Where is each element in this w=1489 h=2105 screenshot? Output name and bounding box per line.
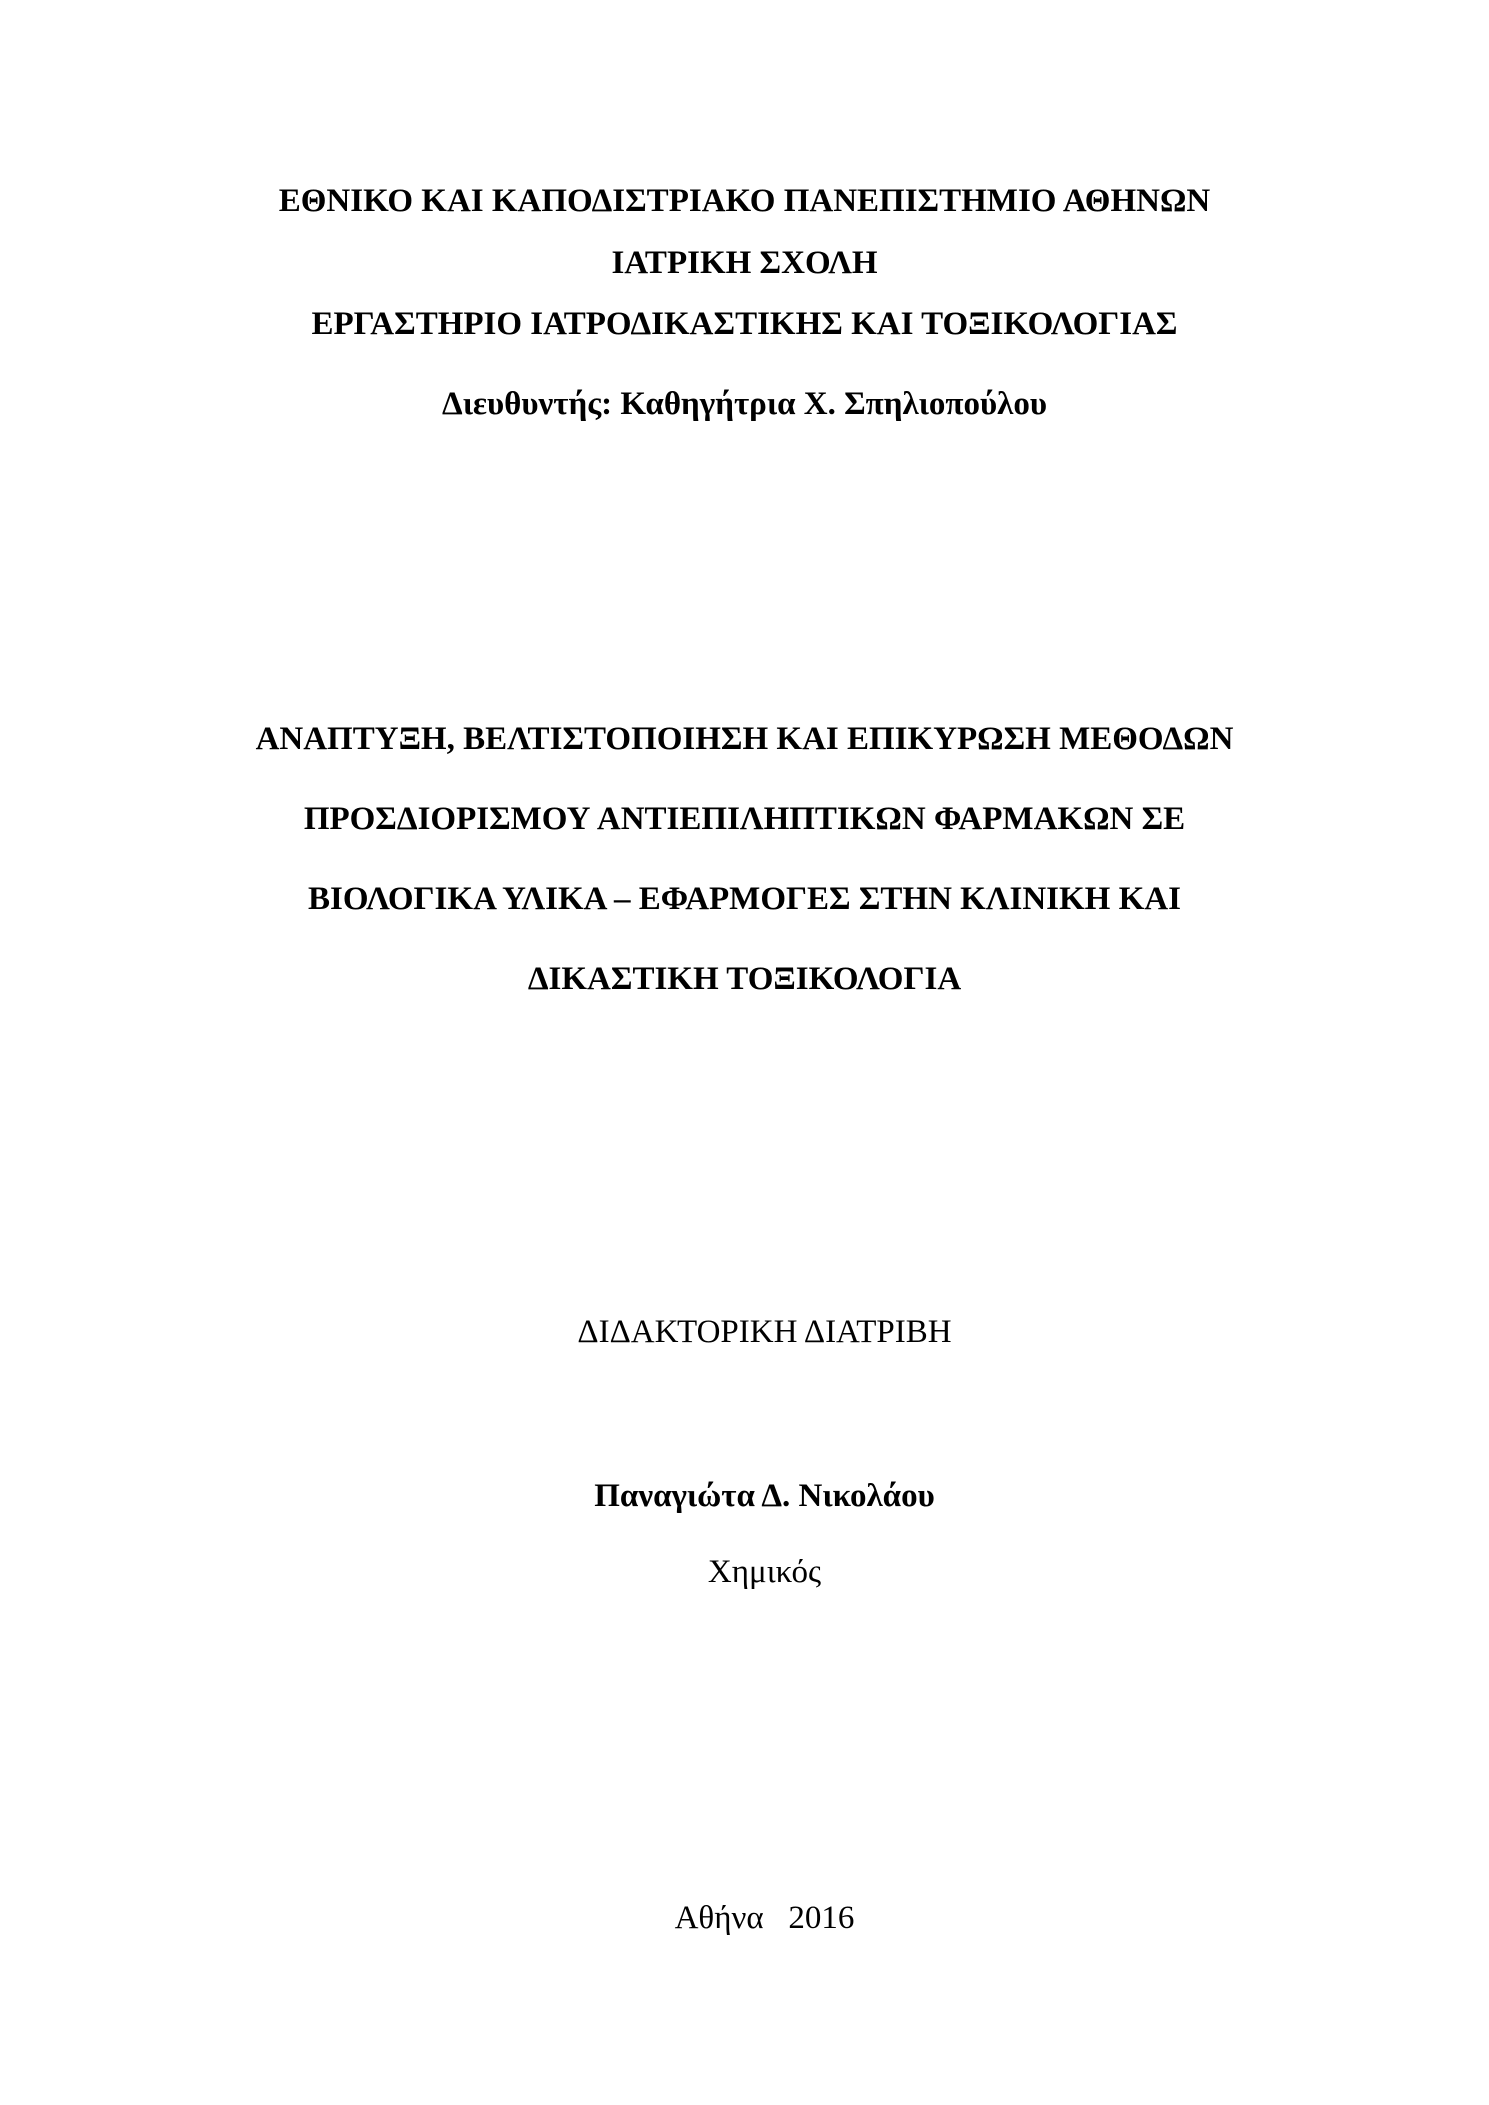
university-name: ΕΘΝΙΚΟ ΚΑΙ ΚΑΠΟΔΙΣΤΡΙΑΚΟ ΠΑΝΕΠΙΣΤΗΜΙΟ ΑΘΗΝΩΝ	[278, 183, 1211, 219]
place-year: Αθήνα 2016	[674, 1900, 855, 1936]
school-name: ΙΑΤΡΙΚΗ ΣΧΟΛΗ	[611, 245, 878, 281]
author-name: Παναγιώτα Δ. Νικολάου	[594, 1478, 935, 1514]
thesis-title-line-3: ΒΙΟΛΟΓΙΚΑ ΥΛΙΚΑ – ΕΦΑΡΜΟΓΕΣ ΣΤΗΝ ΚΛΙΝΙΚΗ ΚΑΙ	[308, 881, 1181, 917]
director-line: Διευθυντής: Καθηγήτρια Χ. Σπηλιοπούλου	[442, 386, 1047, 422]
thesis-title-line-1: ΑΝΑΠΤΥΞΗ, ΒΕΛΤΙΣΤΟΠΟΙΗΣΗ ΚΑΙ ΕΠΙΚΥΡΩΣΗ ΜΕΘΟΔΩΝ	[255, 721, 1234, 757]
thesis-title-line-2: ΠΡΟΣΔΙΟΡΙΣΜΟΥ ΑΝΤΙΕΠΙΛΗΠΤΙΚΩΝ ΦΑΡΜΑΚΩΝ ΣΕ	[303, 801, 1186, 837]
author-profession: Χημικός	[707, 1554, 822, 1590]
document-type: ΔΙΔΑΚΤΟΡΙΚΗ ΔΙΑΤΡΙΒΗ	[577, 1314, 952, 1350]
thesis-title-line-4: ΔΙΚΑΣΤΙΚΗ ΤΟΞΙΚΟΛΟΓΙΑ	[527, 961, 962, 997]
laboratory-name: ΕΡΓΑΣΤΗΡΙΟ ΙΑΤΡΟΔΙΚΑΣΤΙΚΗΣ ΚΑΙ ΤΟΞΙΚΟΛΟΓΙΑΣ	[311, 306, 1178, 342]
